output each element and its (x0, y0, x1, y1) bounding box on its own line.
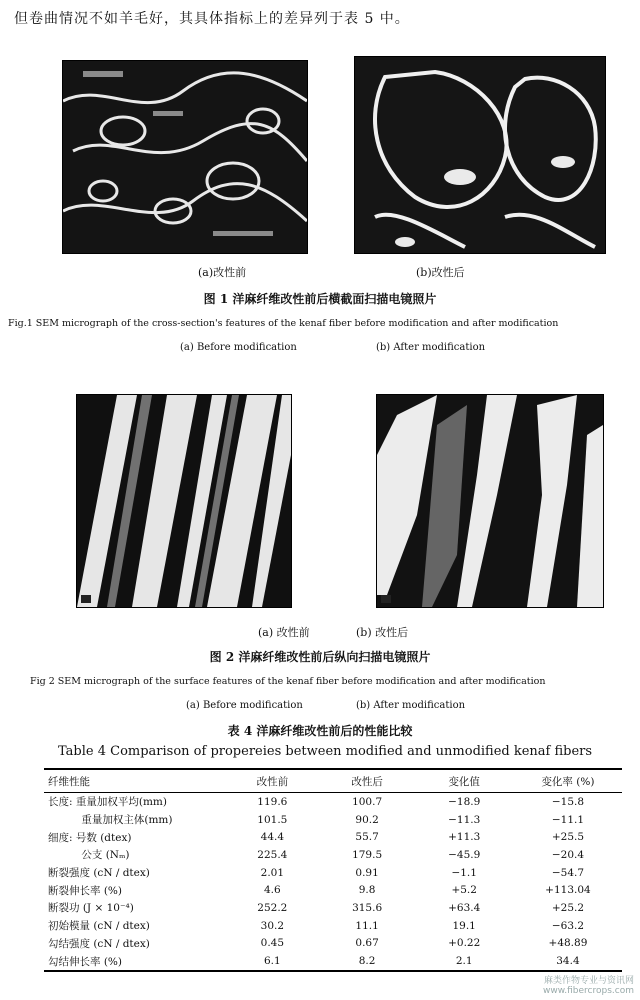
fig1-sem-texture-a (63, 61, 307, 253)
table4-header-change: 变化值 (414, 769, 513, 793)
fig2-sub-a-en: (a) Before modification (186, 700, 303, 711)
table-cell: 179.5 (352, 848, 383, 861)
table-cell: 44.4 (260, 831, 285, 844)
fig1-sub-b-en: (b) After modification (376, 342, 486, 353)
table-cell: 19.1 (452, 919, 476, 932)
fig2-scalebar-a (81, 595, 91, 603)
table-cell: 6.1 (225, 952, 320, 971)
table-cell: 225.4 (257, 848, 288, 861)
table-row (44, 811, 622, 829)
table-cell: 101.5 (257, 813, 288, 826)
table-cell: 315.6 (352, 901, 383, 914)
table4-header-property: 纤维性能 (44, 769, 225, 793)
site-watermark (543, 976, 634, 996)
table-cell: 长度: 重量加权平均(mm) (48, 796, 167, 809)
table-cell: 30.2 (260, 919, 285, 932)
table-cell: +25.5 (551, 831, 585, 844)
table-cell: 勾结伸长率 (%) (44, 952, 225, 971)
table-row (44, 864, 622, 882)
table-row (44, 935, 622, 953)
table-cell: 初始模量 (cN / dtex) (48, 920, 150, 933)
fig2-sem-image-a (76, 394, 292, 608)
table-cell: +11.3 (448, 831, 481, 844)
fig2-sem-texture-b (377, 395, 603, 607)
table-cell: 勾结强度 (cN / dtex) (48, 937, 150, 950)
table4-title-en: Table 4 Comparison of propereies between modified and unmodified kenaf fibers (58, 744, 593, 759)
watermark-line1: 麻类作物专业与资讯网 (543, 976, 634, 986)
table-cell: −15.8 (551, 795, 585, 808)
table-cell: 4.6 (263, 884, 281, 897)
table-cell: +25.2 (551, 901, 585, 914)
table-cell: 252.2 (257, 901, 288, 914)
table-cell: +5.2 (451, 884, 477, 897)
fig2-label-a: (a) 改性前 (258, 626, 310, 639)
table4-header-before: 改性前 (225, 769, 320, 793)
table4-header-after: 改性后 (320, 769, 415, 793)
table-cell: 断裂强度 (cN / dtex) (48, 867, 150, 880)
table-row (44, 793, 622, 811)
table-cell: −54.7 (551, 866, 585, 879)
table4 (44, 768, 622, 972)
table-cell: +48.89 (548, 937, 588, 950)
table-cell: 公支 (Nₘ) (48, 849, 130, 862)
table-cell: 断裂伸长率 (%) (48, 884, 123, 897)
fig2-sub-b-en: (b) After modification (356, 700, 466, 711)
table-cell: −63.2 (551, 919, 585, 932)
table-cell: 0.67 (355, 937, 379, 950)
intro-paragraph: 但卷曲情况不如羊毛好，其具体指标上的差异列于表 5 中。 (14, 11, 410, 27)
fig2-caption-en: Fig 2 SEM micrograph of the surface features of the kenaf fiber before modification and after modification (30, 676, 546, 687)
table-cell: 2.01 (260, 866, 285, 879)
table-cell: +63.4 (448, 901, 481, 914)
table-cell: −11.1 (551, 813, 585, 826)
fig2-scalebar-b (381, 595, 391, 603)
table-row (44, 952, 622, 971)
fig1-sem-image-a (62, 60, 308, 254)
table-cell: 119.6 (257, 795, 288, 808)
table-cell: −1.1 (451, 866, 477, 879)
fig2-caption-cn: 图 2 洋麻纤维改性前后纵向扫描电镜照片 (209, 650, 431, 664)
table-cell: 8.2 (320, 952, 415, 971)
table-cell: −20.4 (551, 848, 585, 861)
table4-title-cn: 表 4 洋麻纤维改性前后的性能比较 (227, 724, 413, 738)
fig2-sem-image-b (376, 394, 604, 608)
fig1-sem-image-b (354, 56, 606, 254)
table-cell: 9.8 (358, 884, 376, 897)
table-cell: 11.1 (355, 919, 379, 932)
table-row (44, 917, 622, 935)
table-cell: 0.45 (260, 937, 285, 950)
fig2-label-b: (b) 改性后 (356, 626, 409, 639)
watermark-line2: www.fibercrops.com (543, 986, 634, 996)
table-cell: −18.9 (448, 795, 481, 808)
table-cell: 55.7 (355, 831, 379, 844)
table-cell: 34.4 (514, 952, 622, 971)
table-cell: +113.04 (545, 884, 591, 897)
table-cell: 100.7 (352, 795, 383, 808)
table-cell: 重量加权主体(mm) (48, 814, 173, 827)
table-cell: +0.22 (448, 937, 481, 950)
table-cell: 90.2 (355, 813, 379, 826)
table4-header-change-rate: 变化率 (%) (514, 769, 622, 793)
fig1-sub-a-en: (a) Before modification (180, 342, 297, 353)
table4-header-row (44, 769, 622, 793)
fig1-label-b: (b)改性后 (416, 266, 465, 279)
fig2-sem-texture-a (77, 395, 291, 607)
table-row (44, 881, 622, 899)
table-cell: 细度: 号数 (dtex) (48, 831, 132, 844)
fig1-label-a: (a)改性前 (198, 266, 247, 279)
table-cell: 2.1 (414, 952, 513, 971)
table-cell: −11.3 (448, 813, 481, 826)
fig1-sem-texture-b (355, 57, 605, 253)
fig1-caption-en: Fig.1 SEM micrograph of the cross-section's features of the kenaf fiber before modification and after modification (8, 318, 559, 329)
table-cell: 断裂功 (J × 10⁻⁴) (48, 902, 134, 915)
table-row (44, 846, 622, 864)
fig1-caption-cn: 图 1 洋麻纤维改性前后横截面扫描电镜照片 (203, 292, 437, 306)
table-row (44, 828, 622, 846)
table-cell: 0.91 (355, 866, 379, 879)
table-cell: −45.9 (448, 848, 481, 861)
table-row (44, 899, 622, 917)
